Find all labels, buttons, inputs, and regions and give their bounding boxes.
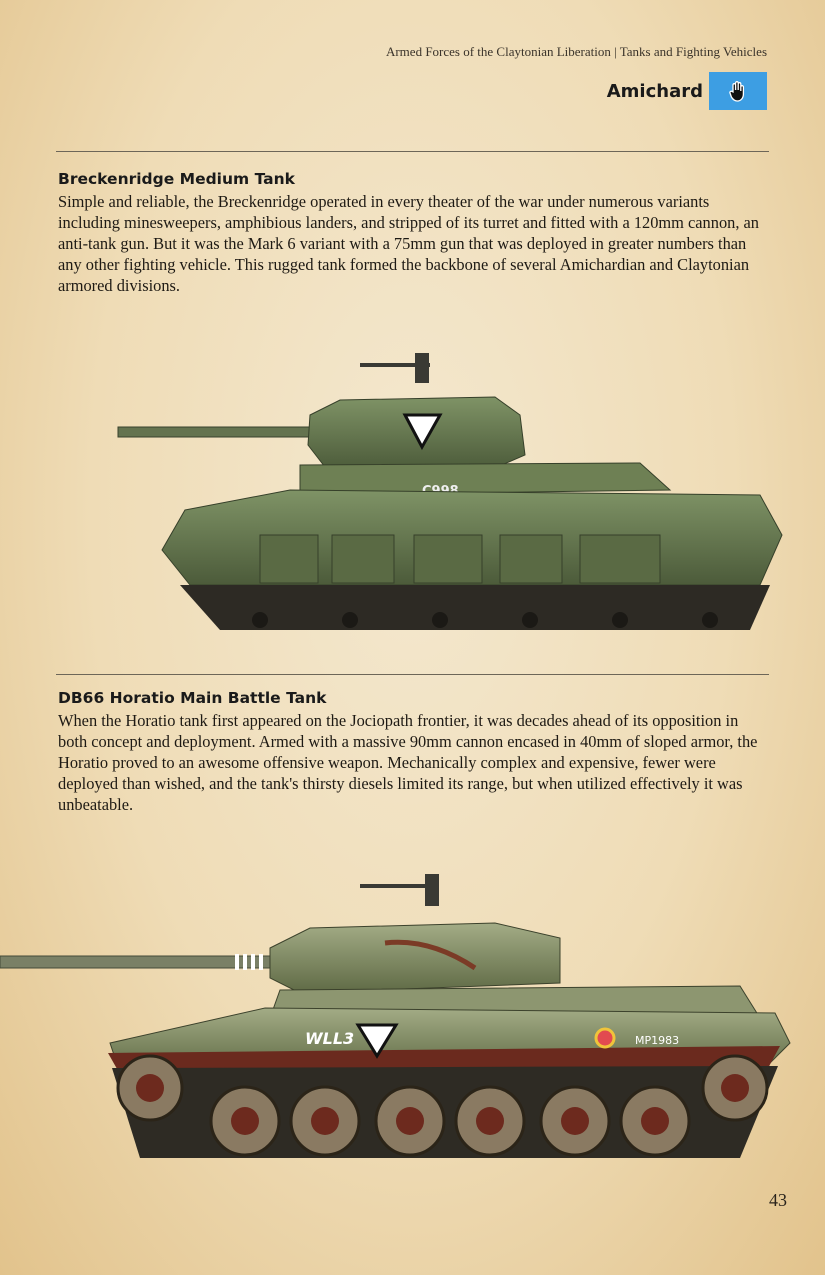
nation-name: Amichard	[606, 80, 703, 102]
hull-serial: MP1983	[635, 1034, 680, 1047]
section-divider	[56, 151, 769, 152]
section-title: DB66 Horatio Main Battle Tank	[58, 689, 327, 707]
breckenridge-tank-illustration	[110, 345, 790, 645]
nation-tab	[607, 72, 767, 110]
section-title: Breckenridge Medium Tank	[58, 170, 295, 188]
section-body: When the Horatio tank first appeared on the Jociopath frontier, it was decades ahead of its opposition in both concept and deployment. Armed with a massive 90mm cannon encased in 40mm of sloped armor, the Horatio proved to an awesome offensive weapon. Mechanically complex and expensive, fewer were deployed than wished, and the tank's thirsty diesels limited its range, but when utilized effectively it was unbeatable.	[58, 711, 758, 814]
section-divider	[56, 674, 769, 675]
page-number: 43	[769, 1190, 787, 1210]
horatio-tank-illustration	[0, 868, 800, 1168]
section-body: Simple and reliable, the Breckenridge operated in every theater of the war under numerous variants including minesweepers, amphibious landers, and stripped of its turret and fitted with a 120mm cannon, an anti-tank gun. But it was the Mark 6 variant with a 75mm gun that was deployed in greater numbers than any other fighting vehicle. This rugged tank formed the backbone of several Amichardian and Claytonian armored divisions.	[58, 192, 759, 295]
raised-hand-icon	[728, 80, 748, 102]
running-head: Armed Forces of the Claytonian Liberation | Tanks and Fighting Vehicles	[385, 44, 767, 59]
nation-flag	[709, 72, 767, 110]
hull-code: WLL3	[305, 1029, 355, 1048]
